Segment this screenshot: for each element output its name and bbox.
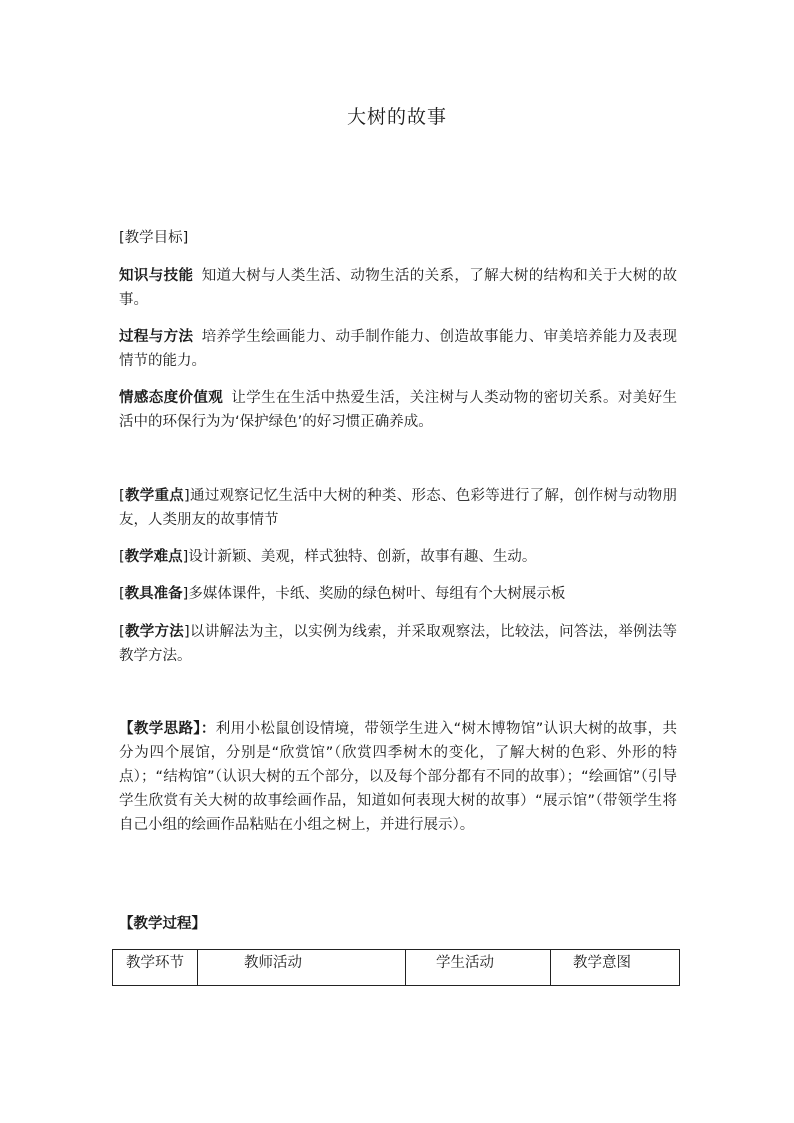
- teaching-process-table: [112, 949, 680, 986]
- materials-paragraph: [119, 582, 677, 606]
- process-method-text: 培养学生绘画能力、动手制作能力、创造故事能力、审美培养能力及表现情节的能力。: [119, 329, 678, 369]
- knowledge-skill-label: 知识与技能: [119, 268, 194, 284]
- bracket-close: ]: [184, 624, 190, 640]
- table-header-cell: [198, 950, 406, 986]
- materials-label: 教具准备: [124, 586, 183, 602]
- header-teaching-intent: 教学意图: [573, 955, 631, 971]
- teaching-ideas-colon: ：: [200, 721, 216, 737]
- teaching-ideas-label: 【教学思路】: [119, 721, 201, 737]
- bracket-open: [: [119, 488, 125, 504]
- materials-text: 多媒体课件，卡纸、奖励的绿色树叶、每组有个大树展示板: [188, 586, 566, 602]
- attitude-label: 情感态度价值观: [119, 390, 224, 406]
- bracket-open: [: [119, 624, 125, 640]
- attitude-paragraph: [119, 386, 677, 434]
- table-header-cell: [406, 950, 551, 986]
- header-student-activity: 学生活动: [436, 955, 494, 971]
- bracket-close: ]: [184, 488, 190, 504]
- table-header-row: [113, 950, 680, 986]
- bracket-close: ]: [182, 586, 189, 602]
- bracket-open: [: [119, 586, 125, 602]
- knowledge-skill-text: 知道大树与人类生活、动物生活的关系，了解大树的结构和关于大树的故事。: [119, 268, 678, 308]
- table-header-cell: [113, 950, 198, 986]
- key-points-paragraph: [119, 484, 677, 532]
- page-title: 大树的故事: [346, 106, 447, 128]
- difficulties-text: 设计新颖、美观，样式独特、创新，故事有趣、生动。: [188, 549, 537, 565]
- key-points-label: 教学重点: [124, 488, 185, 504]
- bracket-close: ]: [182, 549, 189, 565]
- teaching-ideas-text: 利用小松鼠创设情境，带领学生进入“树木博物馆”认识大树的故事，共分为四个展馆，分别是“欣赏馆”（欣赏四季树木的变化，了解大树的色彩、外形的特点）；“结构馆”（认识大树的五个部分，以及每个部分都有不同的故事）；“绘画馆”（引导学生欣赏有关大树的故事绘画作品，知道如何表现大树的故事）“展示馆”（带领学生将自己小组的绘画作品粘贴在小组之树上，并进行展示）。: [119, 721, 678, 833]
- bracket-open: [: [119, 549, 125, 565]
- table-header-cell: [551, 950, 680, 986]
- process-heading: 【教学过程】: [119, 916, 206, 932]
- key-points-text: 通过观察记忆生活中大树的种类、形态、色彩等进行了解，创作树与动物朋友，人类朋友的故事情节: [119, 488, 678, 528]
- header-teacher-activity: 教师活动: [244, 955, 302, 971]
- process-method-paragraph: [119, 325, 677, 373]
- difficulties-paragraph: [119, 545, 677, 569]
- header-teaching-stage: 教学环节: [126, 955, 184, 971]
- teaching-ideas-paragraph: [119, 717, 677, 837]
- knowledge-skill-paragraph: [119, 264, 677, 312]
- methods-label: 教学方法: [124, 624, 185, 640]
- goals-heading: [教学目标]: [119, 230, 189, 246]
- attitude-text: 让学生在生活中热爱生活，关注树与人类动物的密切关系。对美好生活中的环保行为为‘保护绿色’的好习惯正确养成。: [119, 390, 678, 430]
- methods-paragraph: [119, 620, 677, 668]
- process-method-label: 过程与方法: [119, 329, 194, 345]
- difficulties-label: 教学难点: [124, 549, 183, 565]
- methods-text: 以讲解法为主，以实例为线索，并采取观察法，比较法，问答法，举例法等教学方法。: [119, 624, 678, 664]
